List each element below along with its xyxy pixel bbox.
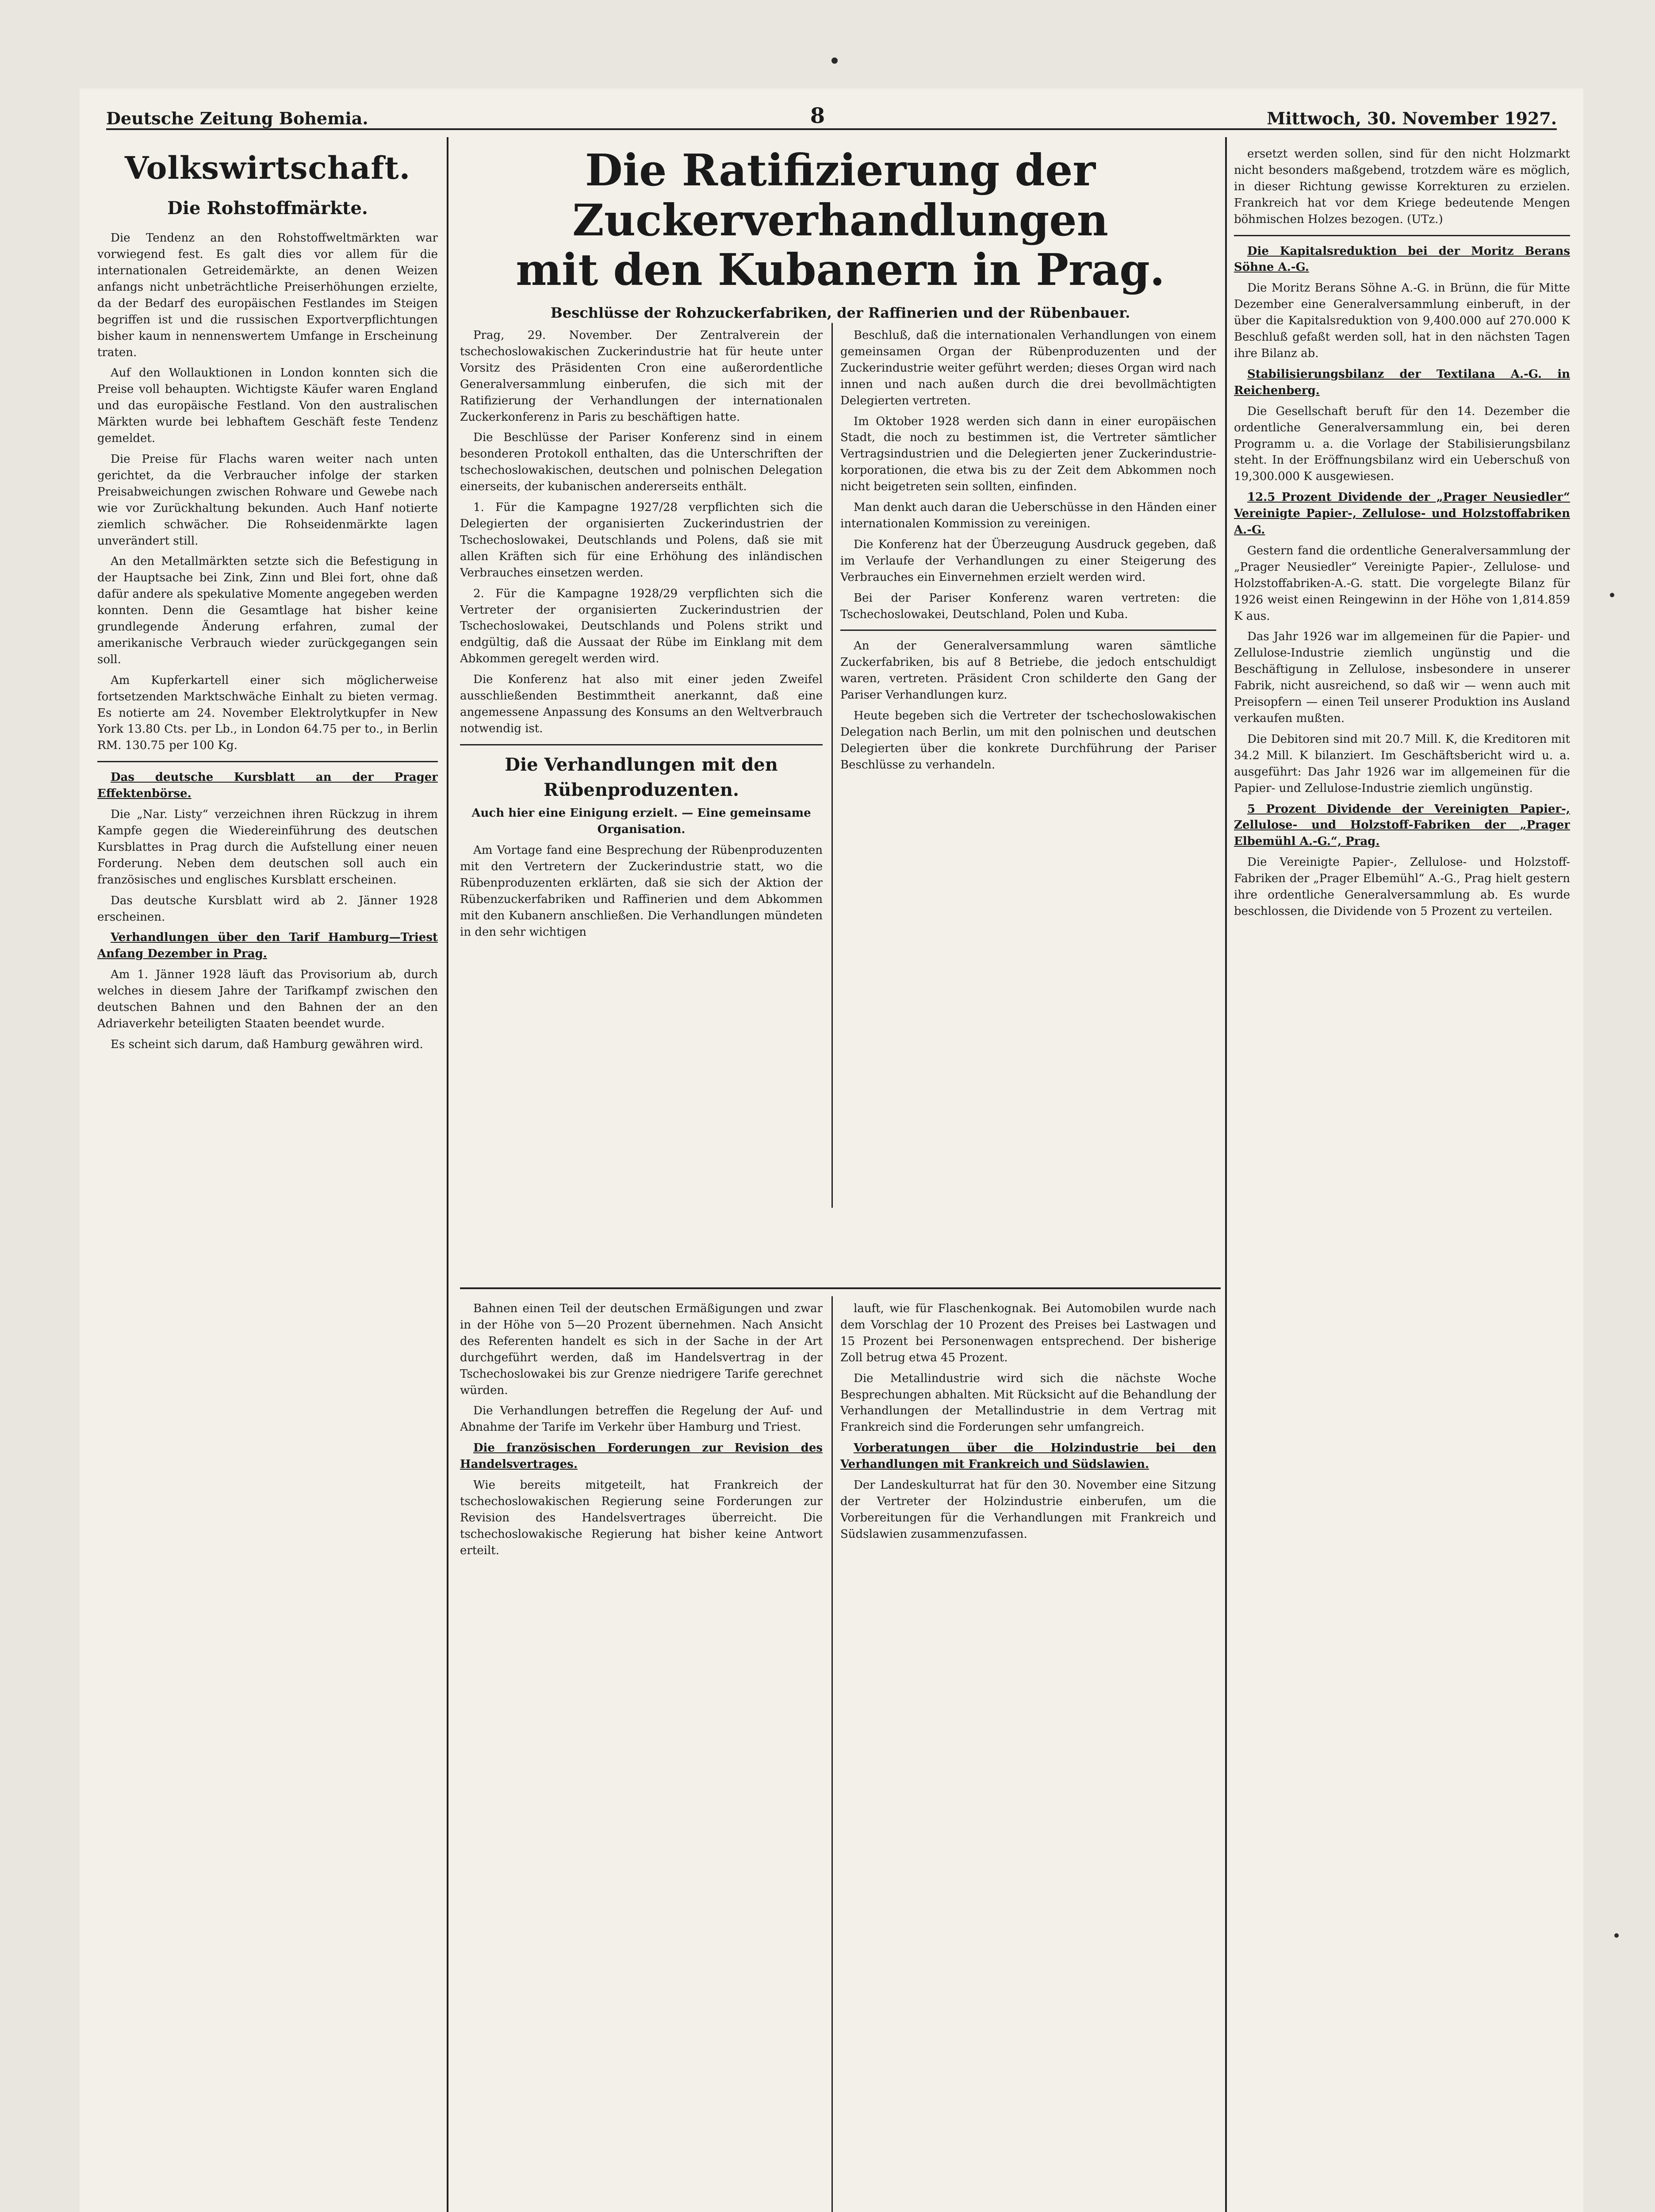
paragraph: An der Generalversammlung waren sämtliche Zuckerfabriken, bis auf 8 Betriebe, die jedoch entschuldigt waren, vertreten. Präsident Cron schilderte den Gang der Pariser Verhandlungen kurz.	[840, 639, 1216, 702]
paragraph: Die Verhandlungen betreffen die Regelung der Auf- und Abnahme der Tarife im Verkehr über Hamburg und Triest.	[460, 1404, 823, 1434]
paragraph: Der Landeskulturrat hat für den 30. November eine Sitzung der Vertreter der Holzindustrie einberufen, um die Vorbereitungen für die Verhandlungen mit Frankreich und Südslawien zusammenzufassen.	[840, 1479, 1216, 1541]
column-rule	[1225, 137, 1227, 2212]
business-news-column	[1234, 146, 1570, 2212]
paragraph: Man denkt auch daran die Ueberschüsse in den Händen einer internationalen Kommission zu vereinigen.	[840, 501, 1216, 530]
section-title: Volkswirtschaft.	[124, 150, 411, 186]
divider	[460, 744, 823, 745]
scan-speck	[831, 58, 838, 64]
paragraph: Die „Nar. Listy“ verzeichnen ihren Rückzug in ihrem Kampfe gegen die Wiedereinführung des deutschen Kursblattes in Prag durch die Aufstellung einer neuen Forderung. Neben dem deutschen soll auch ein französisches und englisches Kursblatt erscheinen.	[97, 808, 438, 887]
divider	[840, 630, 1216, 631]
paragraph: Die Tendenz an den Rohstoffweltmärkten war vorwiegend fest. Es galt dies vor allem für die internationalen Getreidemärkte, an denen Weizen anfangs nicht unbeträchtliche Preiserhöhungen erzielte, da der Bedarf des europäischen Festlandes im Steigen begriffen ist und die russischen Exportverpflichtungen bisher kaum in nennenswertem Umfange in Erscheinung traten.	[97, 231, 438, 359]
paragraph: Am Vortage fand eine Besprechung der Rübenproduzenten mit den Vertretern der Zuckerindustrie statt, wo die Rübenproduzenten erklärten, daß sie sich der Aktion der Rübenzuckerfabriken und Raffinerien und dem Abkommen mit den Kubanern anschließen. Die Verhandlungen mündeten in den sehr wichtigen	[460, 844, 823, 939]
paragraph: Die Moritz Berans Söhne A.-G. in Brünn, die für Mitte Dezember eine Generalversammlung einberuft, in der über die Kapitalsreduktion von 9,400.000 auf 270.000 K Beschluß gefaßt werden soll, hat in den nächsten Tagen ihre Bilanz ab.	[1234, 281, 1570, 360]
paragraph: Bei der Pariser Konferenz waren vertreten: die Tschechoslowakei, Deutschland, Polen und Kuba.	[840, 591, 1216, 621]
lead-column-1	[460, 327, 823, 1279]
paragraph: An den Metallmärkten setzte sich die Befestigung in der Hauptsache bei Zink, Zinn und Blei fort, ohne daß dafür andere als spekulative Momente angegeben werden konnten. Denn die Gesamtlage hat bisher keine grundlegende Änderung erfahren, zumal der amerikanische Verbrauch wieder zurückgegangen sein soll.	[97, 555, 438, 666]
article-heading: Die Kapitalsreduktion bei der Moritz Berans Söhne A.-G.	[1234, 244, 1570, 274]
column-rule	[831, 323, 833, 1208]
paragraph: Die Debitoren sind mit 20.7 Mill. K, die Kreditoren mit 34.2 Mill. K bilanziert. Im Geschäftsbericht wird u. a. ausgeführt: Das Jahr 1926 war im allgemeinen für die Papier- und Zellulose-Industrie ziemlich ungünstig.	[1234, 732, 1570, 795]
paragraph: Das deutsche Kursblatt wird ab 2. Jänner 1928 erscheinen.	[97, 894, 438, 924]
paragraph: Wie bereits mitgeteilt, hat Frankreich der tschechoslowakischen Regierung seine Forderungen zur Revision des Handelsvertrages überreicht. Die tschechoslowakische Regierung hat bisher keine Antwort erteilt.	[460, 1479, 823, 1557]
article-heading: 12.5 Prozent Dividende der „Prager Neusiedler“ Vereinigte Papier-, Zellulose- und Holzstoffabriken A.-G.	[1234, 491, 1570, 537]
paragraph: Die Konferenz hat der Überzeugung Ausdruck gegeben, daß im Verlaufe der Verhandlungen zu einer Steigerung des Verbrauches ein Einvernehmen erzielt werden wird.	[840, 538, 1216, 584]
economics-column	[97, 146, 438, 2212]
article-heading: Stabilisierungsbilanz der Textilana A.-G. in Reichenberg.	[1234, 367, 1570, 397]
paragraph: Am 1. Jänner 1928 läuft das Provisorium ab, durch welches in diesem Jahre der Tarifkampf zwischen den deutschen Bahnen und den Bahnen der an den Adriaverkehr beteiligten Staaten beendet wurde.	[97, 968, 438, 1030]
paragraph: 2. Für die Kampagne 1928/29 verpflichten sich die Vertreter der organisierten Zuckerindustrien der Tschechoslowakei, Deutschlands und Polens strikt und endgültig, daß die Aussaat der Rübe im Einklang mit dem Abkommen geregelt werden wird.	[460, 587, 823, 666]
scan-speck	[1610, 593, 1614, 597]
newspaper-page	[80, 88, 1583, 2212]
lead-title-line-1: Die Ratifizierung der Zuckerverhandlungen	[572, 145, 1108, 246]
paragraph: Das Jahr 1926 war im allgemeinen für die Papier- und Zellulose-Industrie ziemlich ungünstig und die Beschäftigung in Zellulose, insbesondere in unserer Fabrik, nicht ausreichend, so daß wir — wenn auch mit Preisopfern — einen Teil unserer Produktion ins Ausland verkaufen mußten.	[1234, 630, 1570, 725]
issue-date: Mittwoch, 30. November 1927.	[1267, 108, 1557, 128]
article-subheading: Auch hier eine Einigung erzielt. — Eine gemeinsame Organisation.	[471, 806, 811, 837]
article-heading: Das deutsche Kursblatt an der Prager Effektenbörse.	[97, 771, 438, 801]
scan-speck	[1614, 1933, 1619, 1938]
paragraph: Prag, 29. November. Der Zentralverein der tschechoslowakischen Zuckerindustrie hat für heute unter Vorsitz des Präsidenten Cron eine außerordentliche Generalversammlung einberufen, die sich mit der Ratifizierung der Verhandlungen der internationalen Zuckerkonferenz in Paris zu beschäftigen hatte.	[460, 329, 823, 424]
bottom-column-a	[460, 1301, 823, 2212]
article-heading: Die französischen Forderungen zur Revision des Handelsvertrages.	[460, 1441, 823, 1471]
paragraph: 1. Für die Kampagne 1927/28 verpflichten sich die Delegierten der organisierten Zuckerindustrien der Tschechoslowakei, Deutschlands und Polens, daß sie mit allen Kräften sich für eine Erhöhung des inländischen Verbrauches einsetzen werden.	[460, 501, 823, 580]
column-rule	[831, 1296, 833, 2212]
paragraph: Gestern fand die ordentliche Generalversammlung der „Prager Neusiedler“ Vereinigte Papier-, Zellulose- und Holzstoffabriken-A.-G. statt. Die vorgelegte Bilanz für 1926 weist einen Reingewinn in der Höhe von 1,814.859 K aus.	[1234, 544, 1570, 623]
paragraph: Am Kupferkartell einer sich möglicherweise fortsetzenden Marktschwäche Einhalt zu bieten vermag. Es notierte am 24. November Elektrolytkupfer in New York 13.80 Cts. per Lb., in London 64.75 per to., in Berlin RM. 130.75 per 100 Kg.	[97, 673, 438, 753]
paragraph: Die Gesellschaft beruft für den 14. Dezember die ordentliche Generalversammlung ein, bei deren Programm u. a. die Vorlage der Stabilisierungsbilanz steht. In der Eröffnungsbilanz wird ein Ueberschuß von 19,300.000 K ausgewiesen.	[1234, 404, 1570, 484]
article-heading: Die Verhandlungen mit den Rübenproduzenten.	[505, 754, 778, 800]
running-header	[106, 102, 1557, 130]
article-title: Die Rohstoffmärkte.	[167, 198, 368, 219]
paragraph: Die Konferenz hat also mit einer jeden Zweifel ausschließenden Bestimmtheit anerkannt, daß eine angemessene Anpassung des Konsums an den Weltverbrauch notwendig ist.	[460, 673, 823, 735]
column-rule	[447, 137, 448, 2212]
article-heading: Vorberatungen über die Holzindustrie bei den Verhandlungen mit Frankreich und Südslawien.	[840, 1441, 1216, 1471]
page-number: 8	[810, 104, 825, 128]
paragraph: Die Vereinigte Papier-, Zellulose- und Holzstoff-Fabriken der „Prager Elbemühl“ A.-G., Prag hielt gestern ihre ordentliche Generalversammlung ab. Es wurde beschlossen, die Dividende von 5 Prozent zu verteilen.	[1234, 856, 1570, 918]
divider	[1234, 235, 1570, 236]
paragraph: ersetzt werden sollen, sind für den nicht Holzmarkt nicht besonders maßgebend, trotzdem wäre es möglich, in dieser Richtung gewisse Korrekturen zu erzielen. Frankreich hat vor dem Kriege bedeutende Mengen böhmischen Holzes bezogen. (UTz.)	[1234, 147, 1570, 226]
article-heading: Verhandlungen über den Tarif Hamburg—Triest Anfang Dezember in Prag.	[97, 931, 438, 961]
paragraph: Die Beschlüsse der Pariser Konferenz sind in einem besonderen Protokoll enthalten, das die Unterschriften der tschechoslowakischen, deutschen und polnischen Delegation einerseits, der kubanischen andererseits enthält.	[460, 431, 823, 494]
newspaper-name: Deutsche Zeitung Bohemia.	[106, 108, 368, 128]
paragraph: Beschluß, daß die internationalen Verhandlungen von einem gemeinsamen Organ der Rübenproduzenten und der Zuckerindustrie weiter geführt werden; dieses Organ wird nach innen und nach außen durch die drei bevollmächtigten Delegierten vertreten.	[840, 329, 1216, 407]
paragraph: Im Oktober 1928 werden sich dann in einer europäischen Stadt, die noch zu bestimmen ist, die Vertreter sämtlicher Vertragsindustrien und die Delegierten jener Zuckerindustrie-korporationen, die etwa bis zu der Zeit dem Abkommen noch nicht beigetreten sein sollten, einfinden.	[840, 415, 1216, 494]
lead-headline-block	[460, 146, 1221, 332]
paragraph: Es scheint sich darum, daß Hamburg gewähren wird.	[111, 1037, 423, 1051]
paragraph: Die Preise für Flachs waren weiter nach unten gerichtet, da die Verbraucher infolge der starken Preisabweichungen zwischen Rohware und Gewebe nach wie vor Zurückhaltung bekunden. Auch Hanf notierte ziemlich schwächer. Die Rohseidenmärkte lagen unverändert still.	[97, 452, 438, 548]
paragraph: lauft, wie für Flaschenkognak. Bei Automobilen wurde nach dem Vorschlag der 10 Prozent des Preises bei Lastwagen und 15 Prozent bei Personenwagen entsprechend. Der bisherige Zoll betrug etwa 45 Prozent.	[840, 1302, 1216, 1364]
article-heading: 5 Prozent Dividende der Vereinigten Papier-, Zellulose- und Holzstoff-Fabriken der „Prager Elbemühl A.-G.“, Prag.	[1234, 802, 1570, 849]
paragraph: Die Metallindustrie wird sich die nächste Woche Besprechungen abhalten. Mit Rücksicht auf die Behandlung der Verhandlungen der Metallindustrie in dem Vertrag mit Frankreich sind die Forderungen sehr umfangreich.	[840, 1371, 1216, 1434]
divider	[97, 761, 438, 762]
lead-column-2	[840, 327, 1216, 1279]
horizontal-rule	[460, 1287, 1221, 1289]
bottom-column-b	[840, 1301, 1216, 2212]
lead-subtitle: Beschlüsse der Rohzuckerfabriken, der Raffinerien und der Rübenbauer.	[550, 304, 1130, 322]
paragraph: Bahnen einen Teil der deutschen Ermäßigungen und zwar in der Höhe von 5—20 Prozent übernehmen. Nach Ansicht des Referenten handelt es sich in der Sache in der Art durchgeführt werden, daß im Handelsvertrag in der Tschechoslowakei bis zur Grenze niedrigere Tarife gerechnet würden.	[460, 1302, 823, 1397]
paragraph: Heute begeben sich die Vertreter der tschechoslowakischen Delegation nach Berlin, um mit den polnischen und deutschen Delegierten über die konkrete Durchführung der Pariser Beschlüsse zu verhandeln.	[840, 709, 1216, 772]
paragraph: Auf den Wollauktionen in London konnten sich die Preise voll behaupten. Wichtigste Käufer waren England und das europäische Festland. Von den australischen Märkten wurde bei lebhaftem Geschäft feste Tendenz gemeldet.	[97, 366, 438, 445]
lead-title-line-2: mit den Kubanern in Prag.	[516, 245, 1165, 296]
